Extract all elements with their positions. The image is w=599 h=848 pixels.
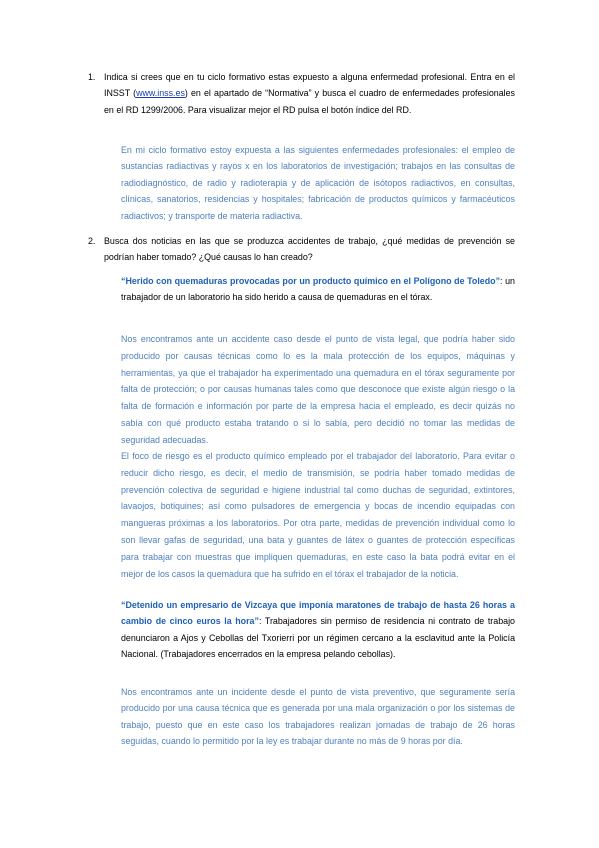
question-2-number: 2. bbox=[88, 236, 96, 246]
question-2-text: Busca dos noticias en las que se produzca accidentes de trabajo, ¿qué medidas de prevención se podrían haber tomado? ¿Qué causas lo han creado? bbox=[104, 236, 515, 263]
analysis-paragraph-2: El foco de riesgo es el producto químico empleado por el trabajador del laboratorio. Para evitar o reducir dicho riesgo, es decir, el medio de transmisión, se podría haber tomado medidas de prevención colectiva de seguridad e higiene industrial tal como duchas de seguridad, extintores, lavaojos, botiquines; así como pulsadores de emergencia y bocas de incendio equipadas con mangueras próximas a los laboratorios. Por otra parte, medidas de prevención individual como lo son llevar gafas de seguridad, una bata y guantes de látex o guantes de protección específicas para trabajar con muestras que impliquen quemaduras, en este caso la bata podrá evitar en el mejor de los casos la quemadura que ha sufrido en el tórax el trabajador de la noticia. bbox=[121, 451, 515, 579]
news-2-body: : Trabajadores sin permiso de residencia ni contrato de trabajo denunciaron a Ajos y Cebollas del Txorierri por un régimen cercano a la esclavitud ante la Policía Nacional. (Trabajadores encerrados en la empresa pelando cebollas). bbox=[121, 616, 515, 660]
news-1-body: : un trabajador de un laboratorio ha sido herido a causa de quemaduras en el tórax. bbox=[121, 276, 515, 303]
question-1 bbox=[88, 69, 515, 118]
question-1-text-start: Indica si crees que en tu ciclo formativo estas expuesto a alguna enfermedad profesional. Entra en el INSST ( bbox=[104, 72, 515, 99]
answer-1: En mi ciclo formativo estoy expuesta a las siguientes enfermedades profesionales: el empleo de sustancias radiactivas y rayos x en los laboratorios de investigación; trabajos en las consultas de radiodiagnóstico, de radio y radioterapia y de aplicación de isótopos radiactivos, en consultas, clínicas, sanatorios, residencias y hospitales; fabricación de productos químicos y farmacéuticos radiactivos; y transporte de materia radiactiva. bbox=[121, 145, 515, 221]
analysis-paragraph-1: Nos encontramos ante un accidente caso desde el punto de vista legal, que podría haber sido producido por causas técnicas como lo es la mala protección de los equipos, máquinas y herramientas, ya que el trabajador ha experimentado una quemadura en el tórax seguramente por falta de protección; o por causas humanas tales como que desconoce que existe algún riesgo o la falta de formación e información por parte de la empresa hacia el empleado, es decir quizás no sabía con qué producto estaba tratando o si lo sabía, pero decidió no tomar las medidas de seguridad adecuadas. bbox=[121, 334, 515, 445]
news-1 bbox=[121, 273, 515, 306]
news-1-title: “Herido con quemaduras provocadas por un producto químico en el Polígono de Toledo” bbox=[121, 276, 501, 286]
news-2 bbox=[121, 597, 515, 663]
news-2-title: “Detenido un empresario de Vizcaya que imponía maratones de trabajo de hasta 26 horas a cambio de cinco euros la hora” bbox=[121, 600, 515, 627]
question-2 bbox=[88, 233, 515, 266]
insst-link[interactable]: www.inss.es bbox=[136, 88, 185, 99]
question-1-text-end: ) en el apartado de “Normativa” y busca el cuadro de enfermedades profesionales en el RD 1299/2006. Para visualizar mejor el RD pulsa el botón índice del RD. bbox=[104, 88, 515, 115]
analysis-paragraph-3: Nos encontramos ante un incidente desde el punto de vista preventivo, que seguramente sería producido por una causa técnica que es generada por una mala organización o por los sistemas de trabajo, puesto que en este caso los trabajadores realizan jornadas de trabajo de 26 horas seguidas, cuando lo permitido por la ley es trabajar durante no más de 9 horas por día. bbox=[121, 687, 515, 747]
question-1-number: 1. bbox=[88, 72, 96, 82]
